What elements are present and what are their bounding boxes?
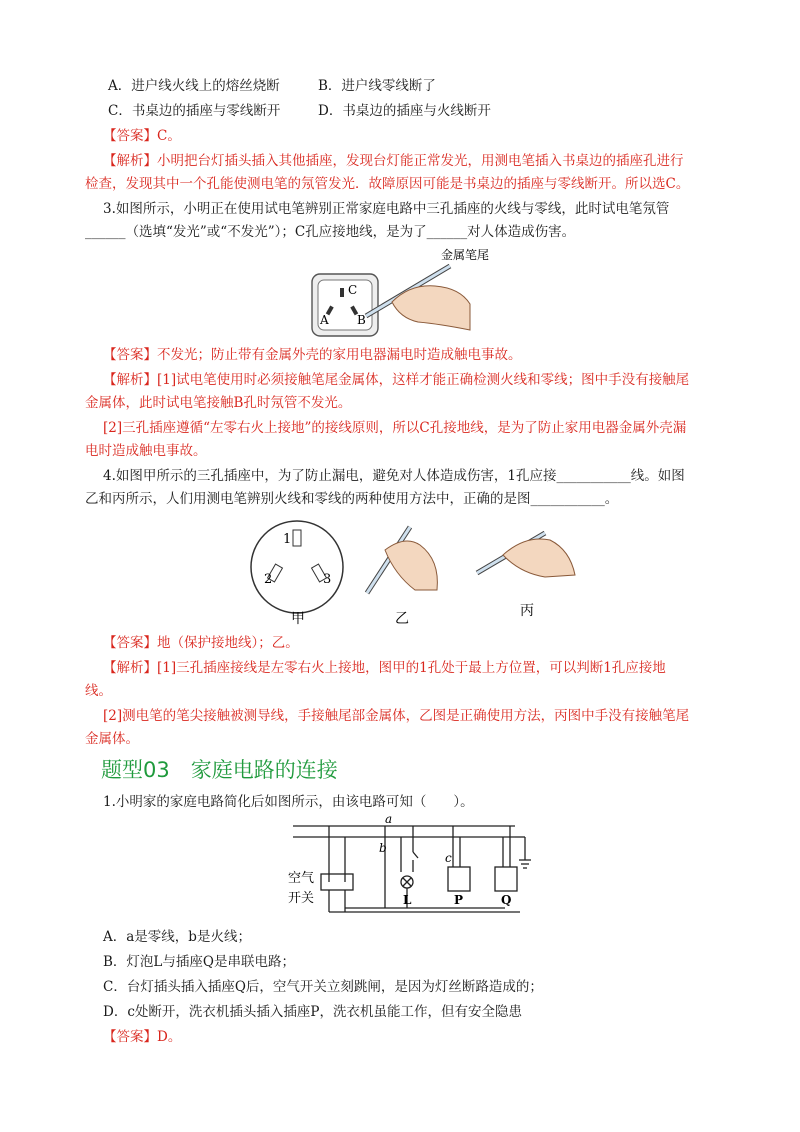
air-switch-label: 开关 <box>288 891 315 906</box>
lamp-l-label: L <box>403 893 412 907</box>
analysis-line <box>103 658 666 678</box>
option-b: B．进户线零线断了 <box>318 78 436 94</box>
hole-3-label: 3 <box>323 572 332 587</box>
hole-c-label: C <box>348 283 358 297</box>
analysis-tag: 【解析】 <box>103 660 157 676</box>
answer-text: C。 <box>157 128 181 144</box>
option-d: D．c处断开，洗衣机插头插入插座P，洗衣机虽能工作，但有安全隐患 <box>103 1004 522 1020</box>
section-title: 题型03 家庭电路的连接 <box>101 758 338 782</box>
hole-b-label: B <box>357 313 366 327</box>
answer <box>103 345 522 365</box>
option-c: C．台灯插头插入插座Q后，空气开关立刻跳闸，是因为灯丝断路造成的； <box>103 979 543 995</box>
answer-text: 地（保护接地线）；乙。 <box>157 635 299 651</box>
option-b: B．灯泡L与插座Q是串联电路； <box>103 954 295 970</box>
analysis-line: 金属体，此时试电笔接触B孔时氖管不发光。 <box>85 395 352 411</box>
answer <box>103 1027 181 1047</box>
analysis-line <box>103 370 689 390</box>
analysis-text: [1]三孔插座接线是左零右火上接地，图甲的1孔处于最上方位置，可以判断1孔应接地 <box>157 660 666 676</box>
option-c: C．书桌边的插座与零线断开 <box>108 103 281 119</box>
question-stem: 3.如图所示，小明正在使用试电笔辨别正常家庭电路中三孔插座的火线与零线，此时试电笔氖管 <box>103 201 670 217</box>
option-a: A．进户线火线上的熔丝烧断 <box>108 78 280 94</box>
caption-bing: 丙 <box>520 603 534 619</box>
question-stem: 1.小明家的家庭电路简化后如图所示，由该电路可知（ ）。 <box>103 794 474 810</box>
hole-a-label: A <box>320 313 329 327</box>
analysis-line <box>103 151 684 171</box>
socket-pen-figure <box>245 515 605 630</box>
answer <box>103 633 299 653</box>
analysis-tag: 【解析】 <box>103 153 157 169</box>
hole-2-label: 2 <box>264 572 273 587</box>
socket-q-label: Q <box>501 893 512 907</box>
wire-a-label: a <box>385 812 393 826</box>
answer-tag: 【答案】 <box>103 347 157 363</box>
household-circuit-figure <box>285 812 550 922</box>
option-d: D．书桌边的插座与火线断开 <box>318 103 491 119</box>
figure-label: 金属笔尾 <box>440 248 490 262</box>
wire-b-label: b <box>379 841 387 855</box>
analysis-text: [1]试电笔使用时必须接触笔尾金属体，这样才能正确检测火线和零线；图中手没有接触尾 <box>157 372 690 388</box>
answer-tag: 【答案】 <box>103 635 157 651</box>
caption-yi: 乙 <box>395 611 409 627</box>
analysis-line: [2]三孔插座遵循“左零右火上接地”的接线原则，所以C孔接地线，是为了防止家用电器金属外壳漏 <box>103 420 687 436</box>
point-c-label: c <box>445 851 452 865</box>
socket-tester-figure <box>300 244 490 344</box>
question-stem: 4.如图甲所示的三孔插座中，为了防止漏电，避免对人体造成伤害，1孔应接___________线。如图 <box>103 468 685 484</box>
option-a: A．a是零线，b是火线； <box>103 929 251 945</box>
analysis-line: 检查，发现其中一个孔能使测电笔的氖管发光．故障原因可能是书桌边的插座与零线断开。所以选C。 <box>85 176 690 192</box>
analysis-line: 金属体。 <box>85 731 139 747</box>
analysis-text: 小明把台灯插头插入其他插座，发现台灯能正常发光，用测电笔插入书桌边的插座孔进行 <box>157 153 684 169</box>
question-stem: 乙和丙所示，人们用测电笔辨别火线和零线的两种使用方法中，正确的是图___________。 <box>85 491 619 507</box>
analysis-line: 线。 <box>85 683 112 699</box>
caption-jia: 甲 <box>291 611 305 627</box>
answer-text: 不发光；防止带有金属外壳的家用电器漏电时造成触电事故。 <box>157 347 522 363</box>
analysis-tag: 【解析】 <box>103 372 157 388</box>
question-stem: ______（选填“发光”或“不发光”）；C孔应接地线，是为了______对人体造成伤害。 <box>85 224 576 240</box>
socket-p-label: P <box>454 893 464 907</box>
answer-tag: 【答案】 <box>103 1029 157 1045</box>
hole-1-label: 1 <box>283 532 292 547</box>
answer <box>103 126 181 146</box>
answer-text: D。 <box>157 1029 182 1045</box>
answer-tag: 【答案】 <box>103 128 157 144</box>
analysis-line: 电时造成触电事故。 <box>85 443 207 459</box>
analysis-line: [2]测电笔的笔尖接触被测导线，手接触尾部金属体，乙图是正确使用方法，丙图中手没有接触笔尾 <box>103 708 690 724</box>
air-switch-label: 空气 <box>288 871 315 886</box>
